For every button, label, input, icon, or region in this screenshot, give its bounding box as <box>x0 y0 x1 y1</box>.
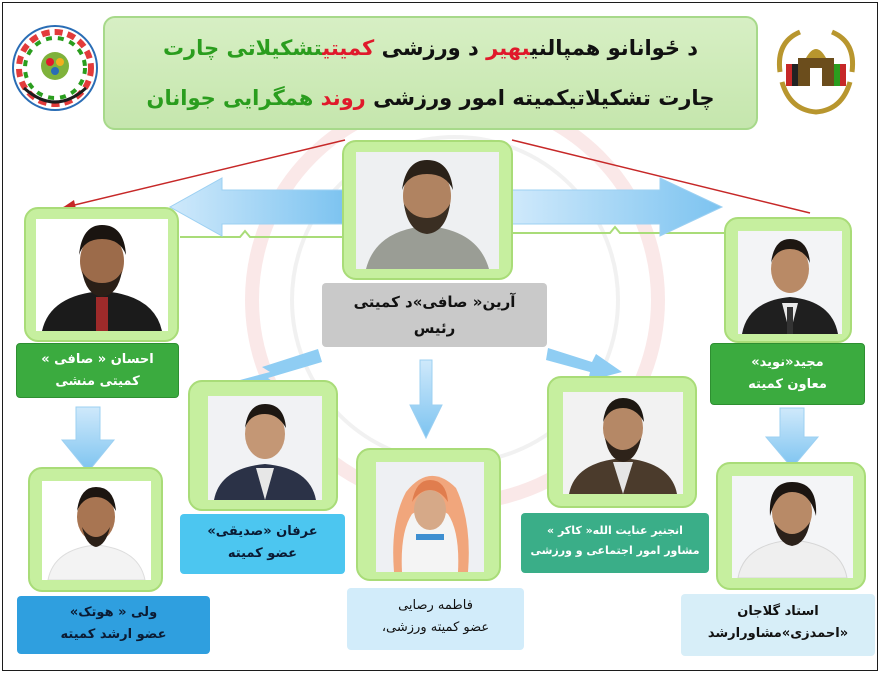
irfan-name: عرفان «صدیقی» <box>207 524 318 539</box>
inayat-label <box>521 513 709 573</box>
wali-name: ولی « هوتک» <box>69 605 158 620</box>
afghanistan-emblem <box>770 22 862 118</box>
arrow-to-secretary <box>170 178 345 236</box>
golajan-photo <box>732 476 853 578</box>
person-silhouette-icon <box>36 219 168 331</box>
person-silhouette-icon <box>738 231 842 334</box>
fatima-photo <box>376 462 484 572</box>
title-1-green-b: تشکیلاتی چارت <box>162 36 323 60</box>
irfan-photo <box>208 396 322 500</box>
chief-role: رئیس <box>413 319 456 337</box>
title-2-green-b: همگرایی جوانان <box>146 86 314 110</box>
person-silhouette-icon <box>42 481 151 580</box>
deputy-photo-frame <box>724 217 852 343</box>
golajan-role: «احمدزی»مشاورارشد <box>707 626 849 641</box>
title-line-2 <box>105 86 756 110</box>
arrow-to-deputy <box>512 178 722 236</box>
fatima-label <box>347 588 524 650</box>
irfan-photo-frame <box>188 380 338 511</box>
person-silhouette-icon <box>732 476 853 578</box>
golajan-name: استاد گلاجان <box>737 604 819 619</box>
chief-label <box>322 283 547 347</box>
inayat-photo <box>563 392 683 494</box>
inayat-name: انجنیر عنایت الله« کاکر » <box>547 524 683 537</box>
wali-photo <box>42 481 151 580</box>
secretary-photo <box>36 219 168 331</box>
secretary-photo-frame <box>24 207 179 342</box>
arrow-to-golajan <box>766 408 818 468</box>
organization-logo <box>10 18 100 118</box>
title-banner <box>103 16 758 130</box>
chief-photo-frame <box>342 140 513 280</box>
title-2-green-a: کمیته امور ورزشی <box>365 86 569 110</box>
arrow-to-fatima <box>410 360 442 438</box>
irfan-role: عضو کمیته <box>227 546 298 561</box>
golajan-photo-frame <box>716 462 866 590</box>
fatima-photo-frame <box>356 448 501 581</box>
wali-photo-frame <box>28 467 163 592</box>
title-1-green-a: کمیتی <box>322 36 375 60</box>
title-2-part-a: چارت تشکیلاتی <box>568 86 715 110</box>
green-line-right <box>512 227 725 233</box>
green-line-left <box>180 231 342 237</box>
secretary-label <box>16 343 179 398</box>
inayat-role: مشاور امور اجتماعی و ورزشی <box>530 544 700 557</box>
wali-label <box>17 596 210 654</box>
fatima-name: فاطمه رصایی <box>398 598 473 613</box>
title-2-red: روند <box>313 86 366 110</box>
deputy-label <box>710 343 865 405</box>
chief-photo <box>356 152 499 269</box>
secretary-role: کمیتی منشی <box>55 374 140 389</box>
person-silhouette-icon <box>208 396 322 500</box>
person-silhouette-icon <box>376 462 484 572</box>
arrow-to-irfan <box>240 349 322 384</box>
title-1-red: بهیر <box>486 36 531 60</box>
fatima-role: عضو کمیته ورزشی، <box>381 620 490 635</box>
arrow-to-wali <box>62 407 114 472</box>
deputy-name: مجید«نوید» <box>751 355 824 370</box>
deputy-photo <box>738 231 842 334</box>
person-silhouette-icon <box>563 392 683 494</box>
irfan-label <box>180 514 345 574</box>
title-1-part-b: د ورزشی <box>374 36 487 60</box>
title-line-1 <box>105 36 756 60</box>
inayat-photo-frame <box>547 376 697 508</box>
wali-role: عضو ارشد کمیته <box>60 627 167 642</box>
title-1-part-a: د ځوانانو همپالنی <box>530 36 699 60</box>
deputy-role: معاون کمیته <box>748 377 827 392</box>
person-silhouette-icon <box>356 152 499 269</box>
secretary-name: احسان « صافی » <box>41 352 154 367</box>
golajan-label <box>681 594 875 656</box>
chief-name: آرین« صافی»د کمیتی <box>353 293 516 311</box>
